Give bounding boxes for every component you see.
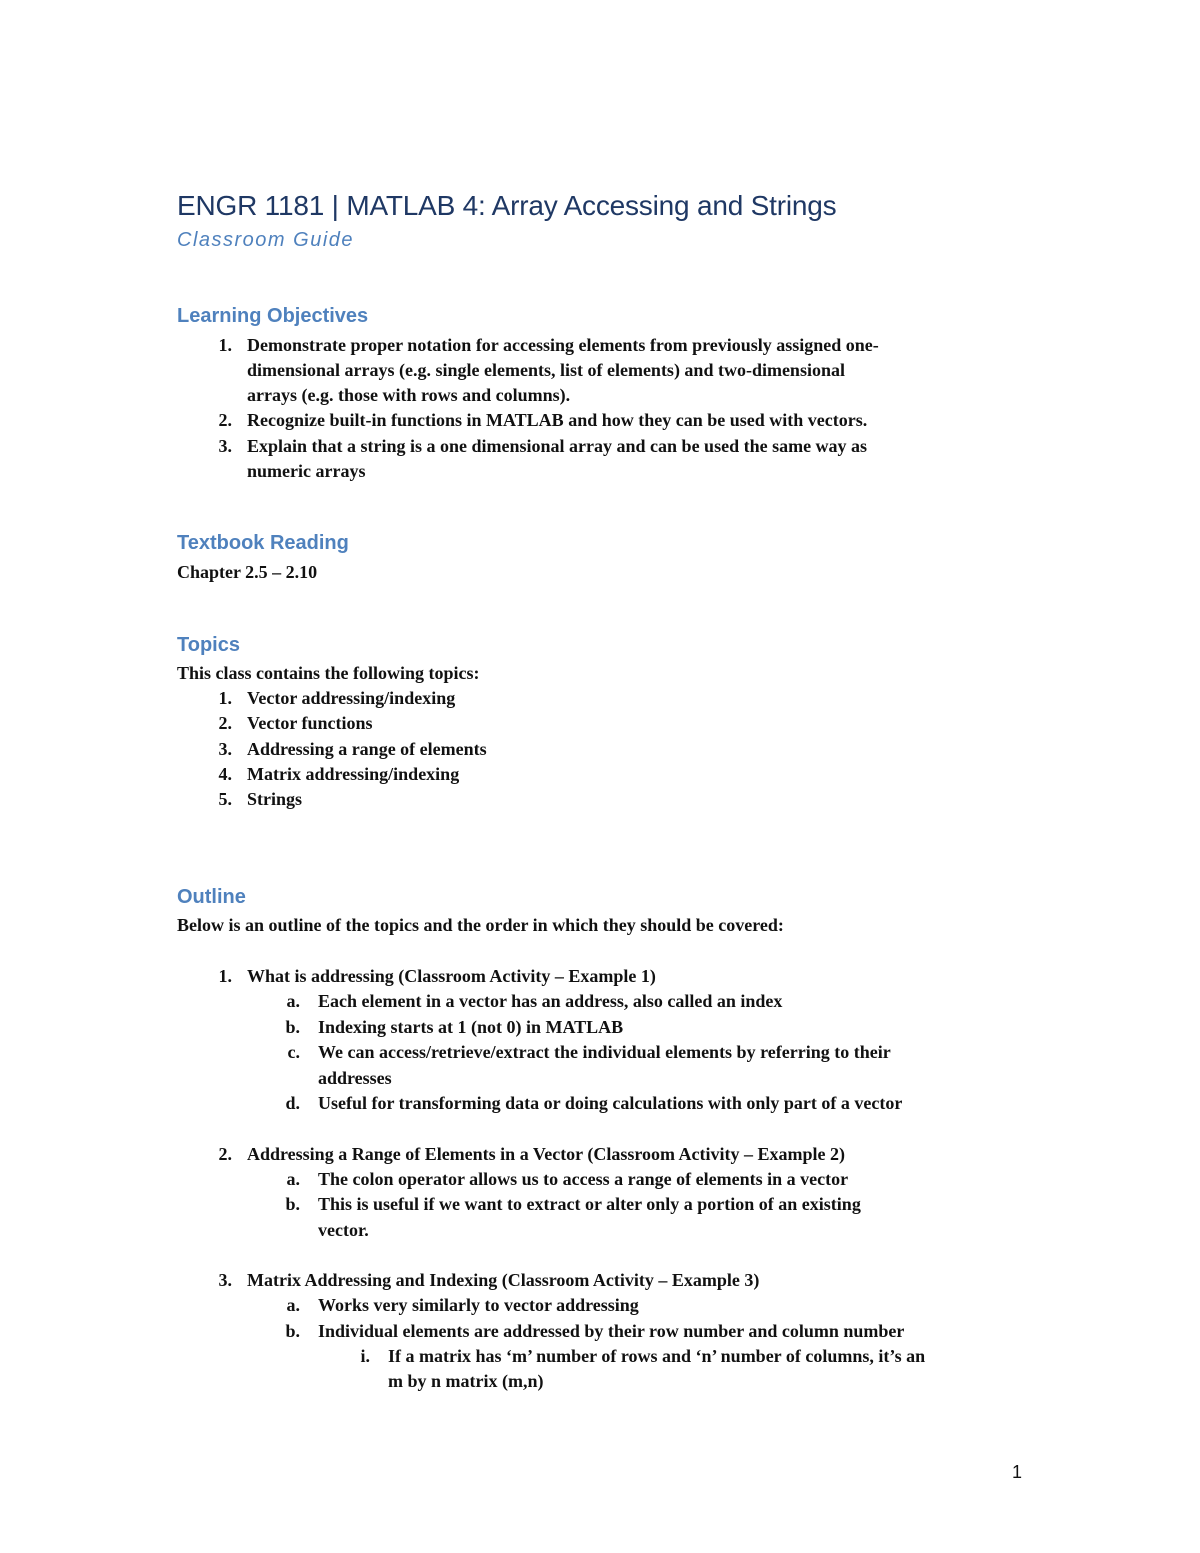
outline-item-line: Each element in a vector has an address, also called an index <box>318 991 783 1011</box>
document-title: ENGR 1181 | MATLAB 4: Array Accessing and Strings <box>177 190 837 221</box>
objective-line: dimensional arrays (e.g. single elements, list of elements) and two-dimensional <box>247 360 845 380</box>
outline-section-number: 2. <box>218 1144 232 1164</box>
outline-item-letter: c. <box>287 1042 300 1062</box>
objective-line: numeric arrays <box>247 461 366 481</box>
topic-item: Matrix addressing/indexing <box>247 764 460 784</box>
outline-item-line: Useful for transforming data or doing calculations with only part of a vector <box>318 1093 903 1113</box>
outline-section-title: What is addressing (Classroom Activity – Example 1) <box>247 966 656 986</box>
outline-item-letter: a. <box>286 1295 300 1315</box>
topic-number: 2. <box>218 713 232 733</box>
outline-item-letter: b. <box>285 1017 300 1037</box>
topics-heading: Topics <box>177 634 240 656</box>
topic-number: 5. <box>218 789 232 809</box>
outline-item-letter: a. <box>286 991 300 1011</box>
topic-item: Vector addressing/indexing <box>247 688 456 708</box>
textbook-reading-text: Chapter 2.5 – 2.10 <box>177 562 318 582</box>
outline-item-line: Works very similarly to vector addressing <box>318 1295 639 1315</box>
topic-number: 3. <box>218 739 232 759</box>
topic-number: 4. <box>218 764 232 784</box>
document-subtitle: Classroom Guide <box>177 229 355 251</box>
objective-number: 1. <box>218 335 232 355</box>
outline-item-letter: d. <box>285 1093 300 1113</box>
outline-section-title: Addressing a Range of Elements in a Vector (Classroom Activity – Example 2) <box>247 1144 845 1164</box>
objective-number: 3. <box>218 436 232 456</box>
topic-number: 1. <box>218 688 232 708</box>
outline-item-letter: a. <box>286 1169 300 1189</box>
page-number: 1 <box>1012 1462 1023 1482</box>
objective-number: 2. <box>218 410 232 430</box>
outline-intro: Below is an outline of the topics and the order in which they should be covered: <box>177 915 784 935</box>
outline-item-line: m by n matrix (m,n) <box>388 1371 544 1391</box>
outline-heading: Outline <box>177 886 246 908</box>
outline-item-line: Individual elements are addressed by their row number and column number <box>318 1321 905 1341</box>
topics-intro: This class contains the following topics: <box>177 663 480 683</box>
topic-item: Strings <box>247 789 303 809</box>
outline-item-line: We can access/retrieve/extract the individual elements by referring to their <box>318 1042 891 1062</box>
outline-subitem-numeral: i. <box>360 1346 370 1366</box>
outline-item-letter: b. <box>285 1321 300 1341</box>
learning-objectives-heading: Learning Objectives <box>177 305 369 327</box>
outline-section-title: Matrix Addressing and Indexing (Classroom Activity – Example 3) <box>247 1270 760 1290</box>
outline-section-number: 3. <box>218 1270 232 1290</box>
textbook-reading-heading: Textbook Reading <box>177 532 349 554</box>
objective-line: Explain that a string is a one dimensional array and can be used the same way as <box>247 436 868 456</box>
outline-section-number: 1. <box>218 966 232 986</box>
topic-item: Addressing a range of elements <box>247 739 487 759</box>
outline-item-line: Indexing starts at 1 (not 0) in MATLAB <box>318 1017 624 1037</box>
outline-item-line: This is useful if we want to extract or alter only a portion of an existing <box>318 1194 861 1214</box>
outline-item-letter: b. <box>285 1194 300 1214</box>
outline-item-line: addresses <box>318 1068 392 1088</box>
outline-item-line: If a matrix has ‘m’ number of rows and ‘n’ number of columns, it’s an <box>388 1346 926 1366</box>
outline-item-line: The colon operator allows us to access a range of elements in a vector <box>318 1169 849 1189</box>
objective-line: arrays (e.g. those with rows and columns). <box>247 385 571 405</box>
objective-line: Recognize built-in functions in MATLAB and how they can be used with vectors. <box>247 410 868 430</box>
objective-line: Demonstrate proper notation for accessing elements from previously assigned one- <box>247 335 879 355</box>
topic-item: Vector functions <box>247 713 373 733</box>
outline-item-line: vector. <box>318 1220 369 1240</box>
